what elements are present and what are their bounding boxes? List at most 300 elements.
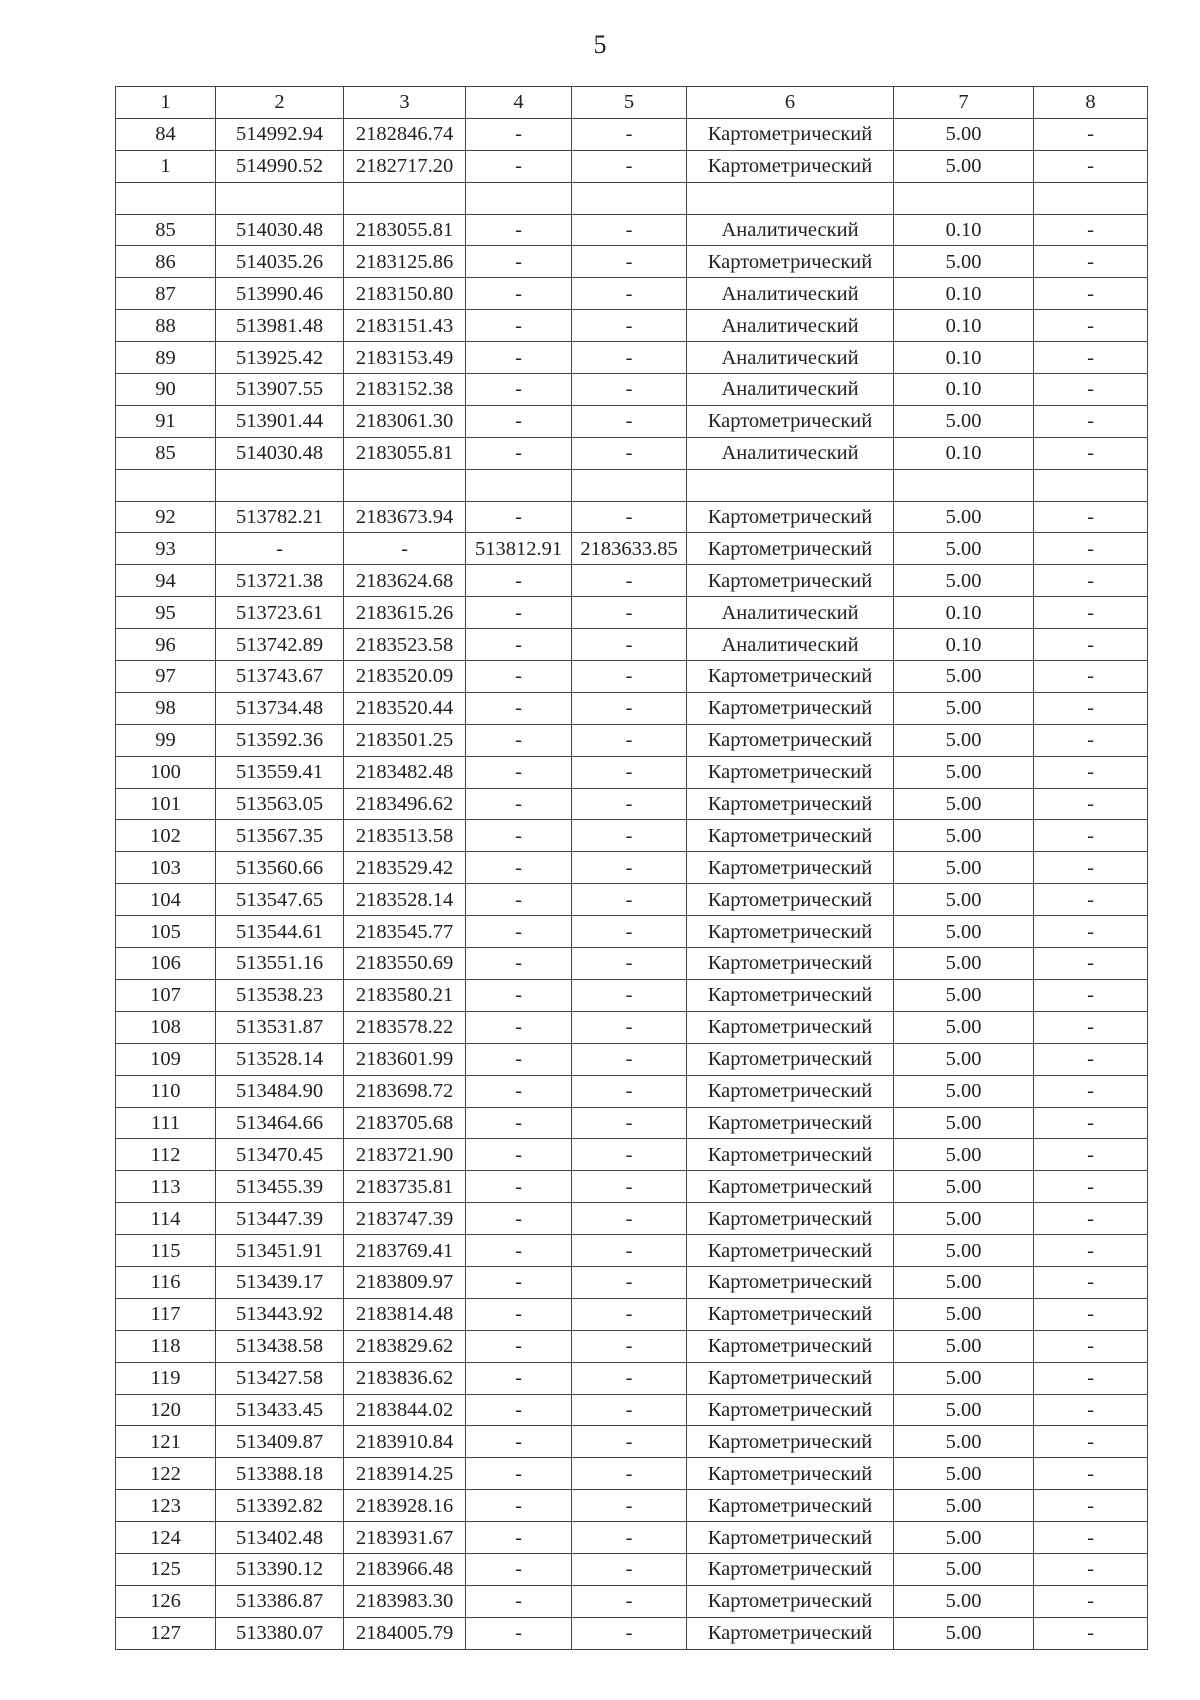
- cell-description: -: [1034, 310, 1148, 342]
- cell-point-number: 115: [116, 1235, 216, 1267]
- cell-y-new: -: [572, 246, 687, 278]
- cell-determination-method: Картометрический: [687, 1139, 894, 1171]
- cell-description: -: [1034, 1298, 1148, 1330]
- cell-y-new: -: [572, 948, 687, 980]
- cell-determination-method: Картометрический: [687, 150, 894, 182]
- cell-y-new: -: [572, 1522, 687, 1554]
- cell-x-new: -: [466, 597, 572, 629]
- cell-y-coordinate: 2183809.97: [344, 1266, 466, 1298]
- cell-y-coordinate: 2183151.43: [344, 310, 466, 342]
- cell-y-new: -: [572, 1394, 687, 1426]
- cell-y-coordinate: 2184005.79: [344, 1617, 466, 1649]
- cell-accuracy: 5.00: [894, 724, 1034, 756]
- cell-determination-method: Картометрический: [687, 1235, 894, 1267]
- cell-y-new: -: [572, 1298, 687, 1330]
- cell-accuracy: [894, 182, 1034, 214]
- cell-description: -: [1034, 979, 1148, 1011]
- cell-y-coordinate: 2183150.80: [344, 278, 466, 310]
- cell-y-new: -: [572, 852, 687, 884]
- cell-accuracy: 5.00: [894, 1139, 1034, 1171]
- cell-point-number: 94: [116, 565, 216, 597]
- cell-point-number: 98: [116, 692, 216, 724]
- cell-description: -: [1034, 1394, 1148, 1426]
- cell-y-coordinate: 2183528.14: [344, 884, 466, 916]
- cell-x-coordinate: 513907.55: [216, 374, 344, 406]
- cell-description: -: [1034, 1330, 1148, 1362]
- cell-accuracy: 0.10: [894, 214, 1034, 246]
- cell-description: -: [1034, 278, 1148, 310]
- cell-determination-method: Картометрический: [687, 1171, 894, 1203]
- cell-x-coordinate: 513447.39: [216, 1203, 344, 1235]
- cell-x-new: [466, 469, 572, 501]
- cell-point-number: 107: [116, 979, 216, 1011]
- cell-x-coordinate: 513723.61: [216, 597, 344, 629]
- cell-point-number: 84: [116, 118, 216, 150]
- cell-point-number: 118: [116, 1330, 216, 1362]
- cell-x-new: -: [466, 374, 572, 406]
- cell-y-coordinate: 2182846.74: [344, 118, 466, 150]
- cell-x-coordinate: 513544.61: [216, 916, 344, 948]
- cell-y-new: -: [572, 118, 687, 150]
- cell-x-new: -: [466, 501, 572, 533]
- cell-y-coordinate: 2183520.44: [344, 692, 466, 724]
- cell-x-coordinate: 513470.45: [216, 1139, 344, 1171]
- cell-x-new: -: [466, 1043, 572, 1075]
- cell-point-number: 114: [116, 1203, 216, 1235]
- cell-x-coordinate: 513742.89: [216, 629, 344, 661]
- cell-x-new: -: [466, 1107, 572, 1139]
- cell-y-new: -: [572, 788, 687, 820]
- cell-accuracy: 5.00: [894, 501, 1034, 533]
- cell-accuracy: 5.00: [894, 405, 1034, 437]
- cell-x-new: -: [466, 756, 572, 788]
- table-row: [116, 756, 1148, 788]
- cell-description: -: [1034, 1011, 1148, 1043]
- table-row: [116, 724, 1148, 756]
- cell-accuracy: 5.00: [894, 1011, 1034, 1043]
- cell-y-coordinate: 2183836.62: [344, 1362, 466, 1394]
- cell-determination-method: Картометрический: [687, 1011, 894, 1043]
- cell-description: -: [1034, 374, 1148, 406]
- cell-description: -: [1034, 1043, 1148, 1075]
- cell-accuracy: 5.00: [894, 1585, 1034, 1617]
- cell-accuracy: 5.00: [894, 1171, 1034, 1203]
- cell-description: -: [1034, 852, 1148, 884]
- cell-y-coordinate: 2183721.90: [344, 1139, 466, 1171]
- cell-y-coordinate: 2182717.20: [344, 150, 466, 182]
- cell-accuracy: 5.00: [894, 884, 1034, 916]
- cell-y-new: -: [572, 1107, 687, 1139]
- cell-x-new: -: [466, 1585, 572, 1617]
- cell-description: -: [1034, 1585, 1148, 1617]
- cell-point-number: 110: [116, 1075, 216, 1107]
- cell-y-coordinate: 2183705.68: [344, 1107, 466, 1139]
- cell-y-new: -: [572, 1075, 687, 1107]
- cell-description: -: [1034, 1203, 1148, 1235]
- cell-description: -: [1034, 405, 1148, 437]
- cell-y-coordinate: 2183673.94: [344, 501, 466, 533]
- cell-description: -: [1034, 692, 1148, 724]
- cell-x-new: -: [466, 1490, 572, 1522]
- cell-x-coordinate: 513484.90: [216, 1075, 344, 1107]
- cell-point-number: 127: [116, 1617, 216, 1649]
- cell-description: -: [1034, 565, 1148, 597]
- cell-description: -: [1034, 916, 1148, 948]
- table-row: [116, 246, 1148, 278]
- cell-point-number: 92: [116, 501, 216, 533]
- table-row: [116, 1490, 1148, 1522]
- cell-description: -: [1034, 1617, 1148, 1649]
- cell-y-coordinate: 2183125.86: [344, 246, 466, 278]
- cell-point-number: 100: [116, 756, 216, 788]
- cell-x-new: -: [466, 405, 572, 437]
- cell-x-new: -: [466, 916, 572, 948]
- cell-point-number: 105: [116, 916, 216, 948]
- cell-determination-method: Картометрический: [687, 1522, 894, 1554]
- cell-x-coordinate: 513901.44: [216, 405, 344, 437]
- table-row: [116, 1107, 1148, 1139]
- cell-description: -: [1034, 1235, 1148, 1267]
- cell-point-number: 91: [116, 405, 216, 437]
- cell-x-new: -: [466, 1458, 572, 1490]
- cell-description: -: [1034, 118, 1148, 150]
- cell-y-coordinate: 2183055.81: [344, 437, 466, 469]
- cell-description: -: [1034, 629, 1148, 661]
- table-row: [116, 214, 1148, 246]
- cell-accuracy: 5.00: [894, 692, 1034, 724]
- cell-y-coordinate: 2183580.21: [344, 979, 466, 1011]
- cell-point-number: 106: [116, 948, 216, 980]
- cell-x-coordinate: 513531.87: [216, 1011, 344, 1043]
- cell-description: -: [1034, 150, 1148, 182]
- cell-x-new: -: [466, 565, 572, 597]
- column-number-x-coordinate: 2: [216, 87, 344, 119]
- table-row: [116, 1171, 1148, 1203]
- cell-determination-method: Аналитический: [687, 437, 894, 469]
- cell-point-number: 103: [116, 852, 216, 884]
- cell-determination-method: Картометрический: [687, 246, 894, 278]
- cell-accuracy: 5.00: [894, 1235, 1034, 1267]
- cell-y-coordinate: 2183523.58: [344, 629, 466, 661]
- cell-x-coordinate: 513443.92: [216, 1298, 344, 1330]
- cell-point-number: 119: [116, 1362, 216, 1394]
- table-row: [116, 405, 1148, 437]
- cell-description: [1034, 469, 1148, 501]
- cell-accuracy: 5.00: [894, 1522, 1034, 1554]
- cell-determination-method: Картометрический: [687, 1362, 894, 1394]
- cell-x-new: -: [466, 661, 572, 693]
- cell-x-coordinate: 513433.45: [216, 1394, 344, 1426]
- cell-determination-method: Картометрический: [687, 565, 894, 597]
- cell-y-new: -: [572, 1585, 687, 1617]
- cell-y-coordinate: 2183914.25: [344, 1458, 466, 1490]
- cell-determination-method: Картометрический: [687, 1585, 894, 1617]
- cell-y-new: -: [572, 884, 687, 916]
- table-row: [116, 1553, 1148, 1585]
- cell-point-number: 108: [116, 1011, 216, 1043]
- cell-y-coordinate: [344, 182, 466, 214]
- cell-x-new: -: [466, 1139, 572, 1171]
- cell-x-new: -: [466, 118, 572, 150]
- cell-y-new: -: [572, 756, 687, 788]
- cell-y-new: -: [572, 342, 687, 374]
- cell-y-coordinate: 2183615.26: [344, 597, 466, 629]
- table-row: [116, 118, 1148, 150]
- cell-determination-method: Картометрический: [687, 1553, 894, 1585]
- cell-determination-method: Картометрический: [687, 118, 894, 150]
- cell-point-number: 87: [116, 278, 216, 310]
- table-row: [116, 1362, 1148, 1394]
- cell-x-new: -: [466, 1171, 572, 1203]
- cell-determination-method: Картометрический: [687, 692, 894, 724]
- cell-determination-method: Картометрический: [687, 1107, 894, 1139]
- cell-x-new: -: [466, 1266, 572, 1298]
- cell-point-number: 88: [116, 310, 216, 342]
- column-number-y-new: 5: [572, 87, 687, 119]
- cell-determination-method: Картометрический: [687, 820, 894, 852]
- cell-description: -: [1034, 1107, 1148, 1139]
- cell-accuracy: 5.00: [894, 852, 1034, 884]
- cell-x-new: -: [466, 692, 572, 724]
- table-row: [116, 1298, 1148, 1330]
- cell-y-coordinate: 2183513.58: [344, 820, 466, 852]
- cell-x-new: -: [466, 724, 572, 756]
- cell-y-new: -: [572, 1458, 687, 1490]
- column-number-accuracy: 7: [894, 87, 1034, 119]
- cell-accuracy: 0.10: [894, 374, 1034, 406]
- cell-description: -: [1034, 1362, 1148, 1394]
- cell-x-coordinate: 513925.42: [216, 342, 344, 374]
- cell-y-new: -: [572, 820, 687, 852]
- cell-x-coordinate: 513464.66: [216, 1107, 344, 1139]
- table-header-row: [116, 87, 1148, 119]
- table-row: [116, 820, 1148, 852]
- cell-x-new: -: [466, 1330, 572, 1362]
- table-row: [116, 533, 1148, 565]
- table-row: [116, 182, 1148, 214]
- cell-description: -: [1034, 948, 1148, 980]
- cell-point-number: 113: [116, 1171, 216, 1203]
- coordinates-table: [115, 86, 1148, 1650]
- cell-description: -: [1034, 788, 1148, 820]
- cell-accuracy: 5.00: [894, 1426, 1034, 1458]
- cell-point-number: 93: [116, 533, 216, 565]
- cell-x-coordinate: 513390.12: [216, 1553, 344, 1585]
- cell-determination-method: Картометрический: [687, 405, 894, 437]
- cell-x-coordinate: 513392.82: [216, 1490, 344, 1522]
- cell-x-new: -: [466, 1553, 572, 1585]
- cell-x-coordinate: 514035.26: [216, 246, 344, 278]
- cell-x-coordinate: 513438.58: [216, 1330, 344, 1362]
- cell-description: -: [1034, 756, 1148, 788]
- cell-point-number: 111: [116, 1107, 216, 1139]
- cell-accuracy: 5.00: [894, 1203, 1034, 1235]
- cell-y-coordinate: 2183814.48: [344, 1298, 466, 1330]
- cell-y-coordinate: 2183735.81: [344, 1171, 466, 1203]
- cell-accuracy: 5.00: [894, 661, 1034, 693]
- cell-determination-method: Картометрический: [687, 756, 894, 788]
- cell-x-coordinate: 513567.35: [216, 820, 344, 852]
- cell-point-number: 123: [116, 1490, 216, 1522]
- table-row: [116, 374, 1148, 406]
- cell-y-new: -: [572, 597, 687, 629]
- cell-x-new: -: [466, 852, 572, 884]
- cell-y-coordinate: 2183578.22: [344, 1011, 466, 1043]
- table-row: [116, 1139, 1148, 1171]
- cell-y-coordinate: 2183931.67: [344, 1522, 466, 1554]
- cell-y-coordinate: [344, 469, 466, 501]
- cell-point-number: 102: [116, 820, 216, 852]
- cell-point-number: 97: [116, 661, 216, 693]
- table-row: [116, 788, 1148, 820]
- cell-determination-method: Картометрический: [687, 1298, 894, 1330]
- cell-x-coordinate: 513560.66: [216, 852, 344, 884]
- cell-y-coordinate: 2183698.72: [344, 1075, 466, 1107]
- table-row: [116, 1522, 1148, 1554]
- cell-description: -: [1034, 246, 1148, 278]
- table-row: [116, 1458, 1148, 1490]
- cell-x-coordinate: 513559.41: [216, 756, 344, 788]
- cell-description: -: [1034, 1171, 1148, 1203]
- cell-determination-method: Аналитический: [687, 310, 894, 342]
- cell-description: -: [1034, 533, 1148, 565]
- cell-determination-method: Аналитический: [687, 342, 894, 374]
- cell-description: -: [1034, 597, 1148, 629]
- cell-y-coordinate: 2183829.62: [344, 1330, 466, 1362]
- cell-point-number: 96: [116, 629, 216, 661]
- cell-y-new: -: [572, 1490, 687, 1522]
- table-row: [116, 1043, 1148, 1075]
- cell-x-new: -: [466, 278, 572, 310]
- table-row: [116, 437, 1148, 469]
- cell-determination-method: Картометрический: [687, 1458, 894, 1490]
- cell-description: -: [1034, 1522, 1148, 1554]
- table-row: [116, 852, 1148, 884]
- table-row: [116, 1075, 1148, 1107]
- cell-accuracy: 0.10: [894, 310, 1034, 342]
- cell-determination-method: Картометрический: [687, 533, 894, 565]
- cell-determination-method: Картометрический: [687, 1617, 894, 1649]
- cell-y-coordinate: 2183601.99: [344, 1043, 466, 1075]
- cell-y-new: -: [572, 565, 687, 597]
- cell-x-new: -: [466, 884, 572, 916]
- column-number-description: 8: [1034, 87, 1148, 119]
- cell-point-number: [116, 469, 216, 501]
- cell-description: [1034, 182, 1148, 214]
- cell-y-new: -: [572, 1553, 687, 1585]
- cell-description: -: [1034, 1266, 1148, 1298]
- cell-determination-method: Аналитический: [687, 597, 894, 629]
- cell-x-coordinate: 513743.67: [216, 661, 344, 693]
- cell-determination-method: Картометрический: [687, 1394, 894, 1426]
- cell-y-new: -: [572, 214, 687, 246]
- cell-x-coordinate: 513981.48: [216, 310, 344, 342]
- cell-accuracy: 5.00: [894, 533, 1034, 565]
- cell-x-new: -: [466, 629, 572, 661]
- cell-point-number: 95: [116, 597, 216, 629]
- table-row: [116, 1235, 1148, 1267]
- cell-description: -: [1034, 214, 1148, 246]
- cell-x-coordinate: 513386.87: [216, 1585, 344, 1617]
- cell-x-coordinate: 514030.48: [216, 437, 344, 469]
- cell-y-new: -: [572, 310, 687, 342]
- cell-y-new: -: [572, 661, 687, 693]
- table-row: [116, 597, 1148, 629]
- cell-accuracy: 5.00: [894, 565, 1034, 597]
- table-row: [116, 342, 1148, 374]
- table-row: [116, 278, 1148, 310]
- cell-y-new: -: [572, 1426, 687, 1458]
- cell-determination-method: [687, 182, 894, 214]
- cell-x-new: -: [466, 948, 572, 980]
- cell-x-new: -: [466, 310, 572, 342]
- cell-accuracy: 5.00: [894, 1458, 1034, 1490]
- cell-point-number: 122: [116, 1458, 216, 1490]
- cell-point-number: 99: [116, 724, 216, 756]
- cell-y-new: 2183633.85: [572, 533, 687, 565]
- cell-x-coordinate: 513563.05: [216, 788, 344, 820]
- table-row: [116, 501, 1148, 533]
- table-row: [116, 884, 1148, 916]
- cell-determination-method: Аналитический: [687, 214, 894, 246]
- cell-accuracy: 5.00: [894, 1617, 1034, 1649]
- cell-y-new: -: [572, 1011, 687, 1043]
- column-number-x-new: 4: [466, 87, 572, 119]
- table-row: [116, 1266, 1148, 1298]
- cell-y-coordinate: 2183496.62: [344, 788, 466, 820]
- table-row: [116, 469, 1148, 501]
- cell-y-new: -: [572, 501, 687, 533]
- cell-determination-method: Картометрический: [687, 948, 894, 980]
- table-row: [116, 1394, 1148, 1426]
- cell-x-coordinate: 513409.87: [216, 1426, 344, 1458]
- cell-point-number: 126: [116, 1585, 216, 1617]
- cell-point-number: 85: [116, 214, 216, 246]
- cell-determination-method: Картометрический: [687, 884, 894, 916]
- table-row: [116, 1330, 1148, 1362]
- cell-determination-method: Картометрический: [687, 852, 894, 884]
- cell-determination-method: Картометрический: [687, 1490, 894, 1522]
- cell-x-coordinate: 514030.48: [216, 214, 344, 246]
- cell-accuracy: 5.00: [894, 788, 1034, 820]
- cell-x-new: -: [466, 1617, 572, 1649]
- cell-x-new: -: [466, 1298, 572, 1330]
- cell-y-coordinate: 2183844.02: [344, 1394, 466, 1426]
- column-number-point-number: 1: [116, 87, 216, 119]
- cell-accuracy: 5.00: [894, 150, 1034, 182]
- cell-description: -: [1034, 724, 1148, 756]
- cell-x-coordinate: 513547.65: [216, 884, 344, 916]
- cell-y-coordinate: 2183520.09: [344, 661, 466, 693]
- cell-x-new: [466, 182, 572, 214]
- cell-accuracy: 5.00: [894, 1107, 1034, 1139]
- cell-y-coordinate: 2183545.77: [344, 916, 466, 948]
- cell-x-new: -: [466, 1011, 572, 1043]
- cell-x-new: -: [466, 1075, 572, 1107]
- cell-y-new: -: [572, 1266, 687, 1298]
- cell-y-coordinate: 2183624.68: [344, 565, 466, 597]
- cell-x-new: 513812.91: [466, 533, 572, 565]
- cell-y-coordinate: 2183055.81: [344, 214, 466, 246]
- cell-x-coordinate: 513451.91: [216, 1235, 344, 1267]
- cell-y-new: -: [572, 150, 687, 182]
- cell-description: -: [1034, 437, 1148, 469]
- cell-x-coordinate: 513427.58: [216, 1362, 344, 1394]
- cell-y-new: [572, 182, 687, 214]
- cell-description: -: [1034, 1426, 1148, 1458]
- cell-x-coordinate: 513528.14: [216, 1043, 344, 1075]
- cell-determination-method: Аналитический: [687, 278, 894, 310]
